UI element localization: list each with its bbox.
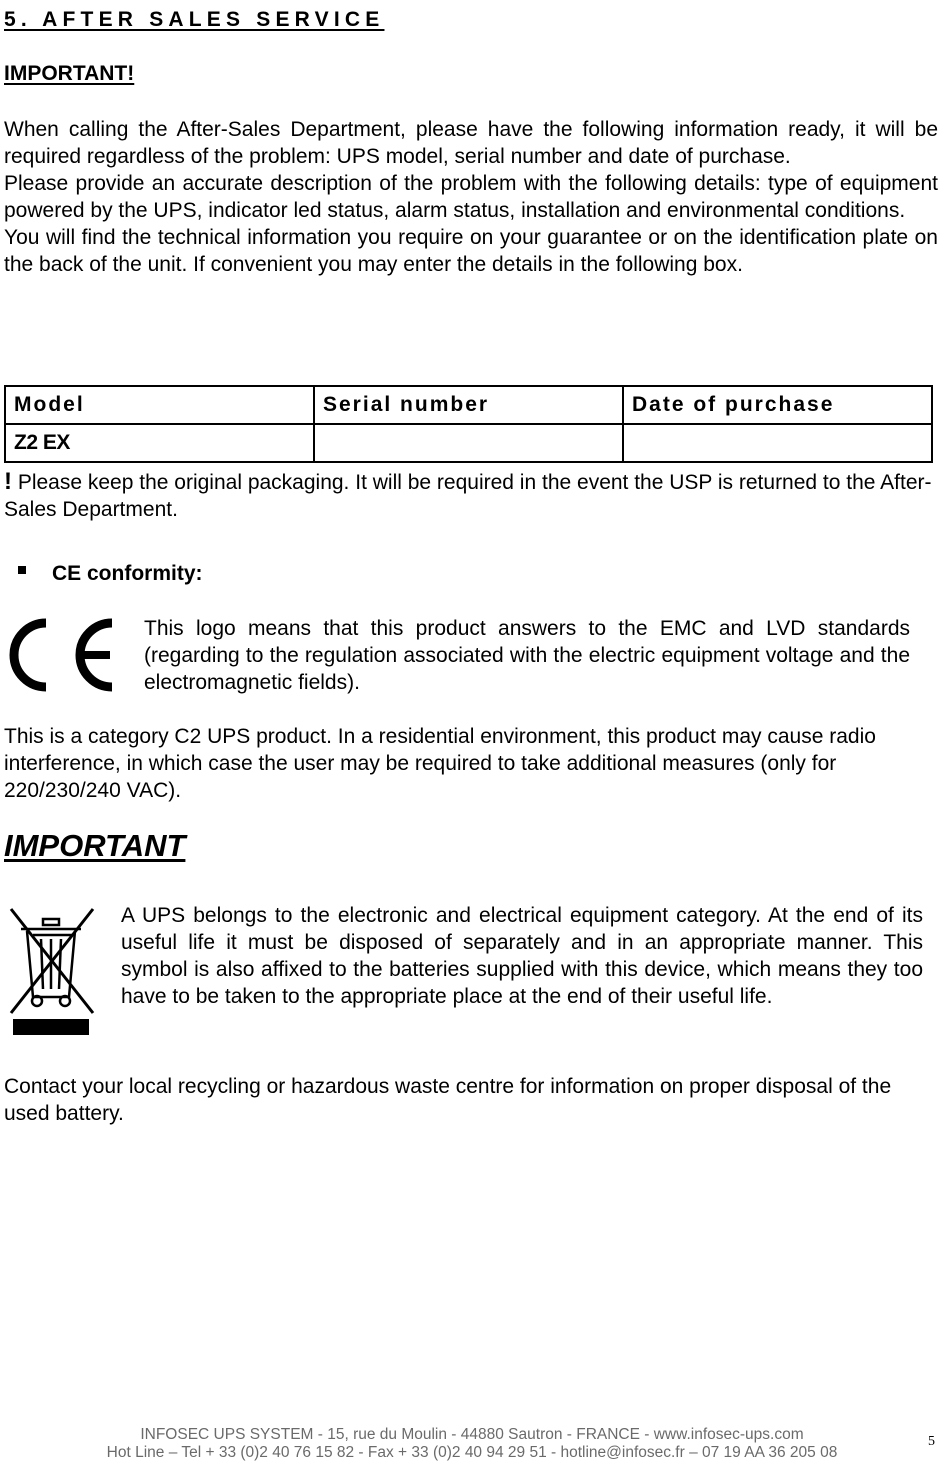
table-header-row bbox=[5, 386, 932, 424]
bullet-icon bbox=[18, 566, 26, 574]
ce-heading: CE conformity: bbox=[52, 562, 203, 585]
intro-text bbox=[4, 116, 938, 278]
footer-hotline: Hot Line – Tel + 33 (0)2 40 76 15 82 - Fax + 33 (0)2 40 94 29 51 - hotline@infosec.fr – 07 19 AA 36 205 08 bbox=[106, 1444, 838, 1461]
header-date-of-purchase: Date of purchase bbox=[623, 386, 932, 424]
product-info-table bbox=[4, 385, 933, 463]
important-heading: IMPORTANT bbox=[4, 828, 186, 863]
table-row bbox=[5, 424, 932, 462]
header-model: Model bbox=[5, 386, 314, 424]
warning-mark: ! bbox=[4, 468, 12, 495]
category-text: This is a category C2 UPS product. In a residential environment, this product may cause radio interference, in which case the user may be required to take additional measures (only for 220/230/240 VAC). bbox=[4, 725, 876, 802]
intro-paragraph: You will find the technical information you require on your guarantee or on the identification plate on the back of the unit. If convenient you may enter the details in the following box. bbox=[4, 226, 938, 276]
section-title: 5. AFTER SALES SERVICE bbox=[4, 8, 385, 31]
weee-description: A UPS belongs to the electronic and electrical equipment category. At the end of its useful life it must be disposed of separately and in an appropriate manner. This symbol is also affixed to the batteries supplied with this device, which means they too have to be taken to the appropriate place at the end of their useful life. bbox=[121, 904, 923, 1008]
ce-description: This logo means that this product answers to the EMC and LVD standards (regarding to the regulation associated with the electric equipment voltage and the electromagnetic fields). bbox=[144, 617, 910, 694]
header-serial-number: Serial number bbox=[314, 386, 623, 424]
intro-paragraph: When calling the After-Sales Department, please have the following information ready, it will be required regardless of the problem: UPS model, serial number and date of purchase. bbox=[4, 118, 938, 168]
ce-mark-icon bbox=[6, 615, 118, 700]
important-label: IMPORTANT! bbox=[4, 62, 135, 85]
packaging-note-text: Please keep the original packaging. It will be required in the event the USP is returned to the After-Sales Department. bbox=[4, 471, 932, 521]
crossed-out-bin-icon bbox=[3, 901, 99, 1052]
footer-address: INFOSEC UPS SYSTEM - 15, rue du Moulin - 44880 Sautron - FRANCE - www.infosec-ups.com bbox=[140, 1426, 804, 1443]
packaging-note bbox=[4, 468, 938, 523]
cell-serial-number bbox=[314, 424, 623, 462]
intro-paragraph: Please provide an accurate description of the problem with the following details: type of equipment powered by the UPS, indicator led status, alarm status, installation and environmental conditions. bbox=[4, 172, 938, 222]
page-footer bbox=[0, 1426, 944, 1462]
cell-model: Z2 EX bbox=[5, 424, 314, 462]
page-number: 5 bbox=[928, 1434, 935, 1449]
contact-text: Contact your local recycling or hazardous waste centre for information on proper disposal of the used battery. bbox=[4, 1075, 892, 1125]
cell-date-of-purchase bbox=[623, 424, 932, 462]
